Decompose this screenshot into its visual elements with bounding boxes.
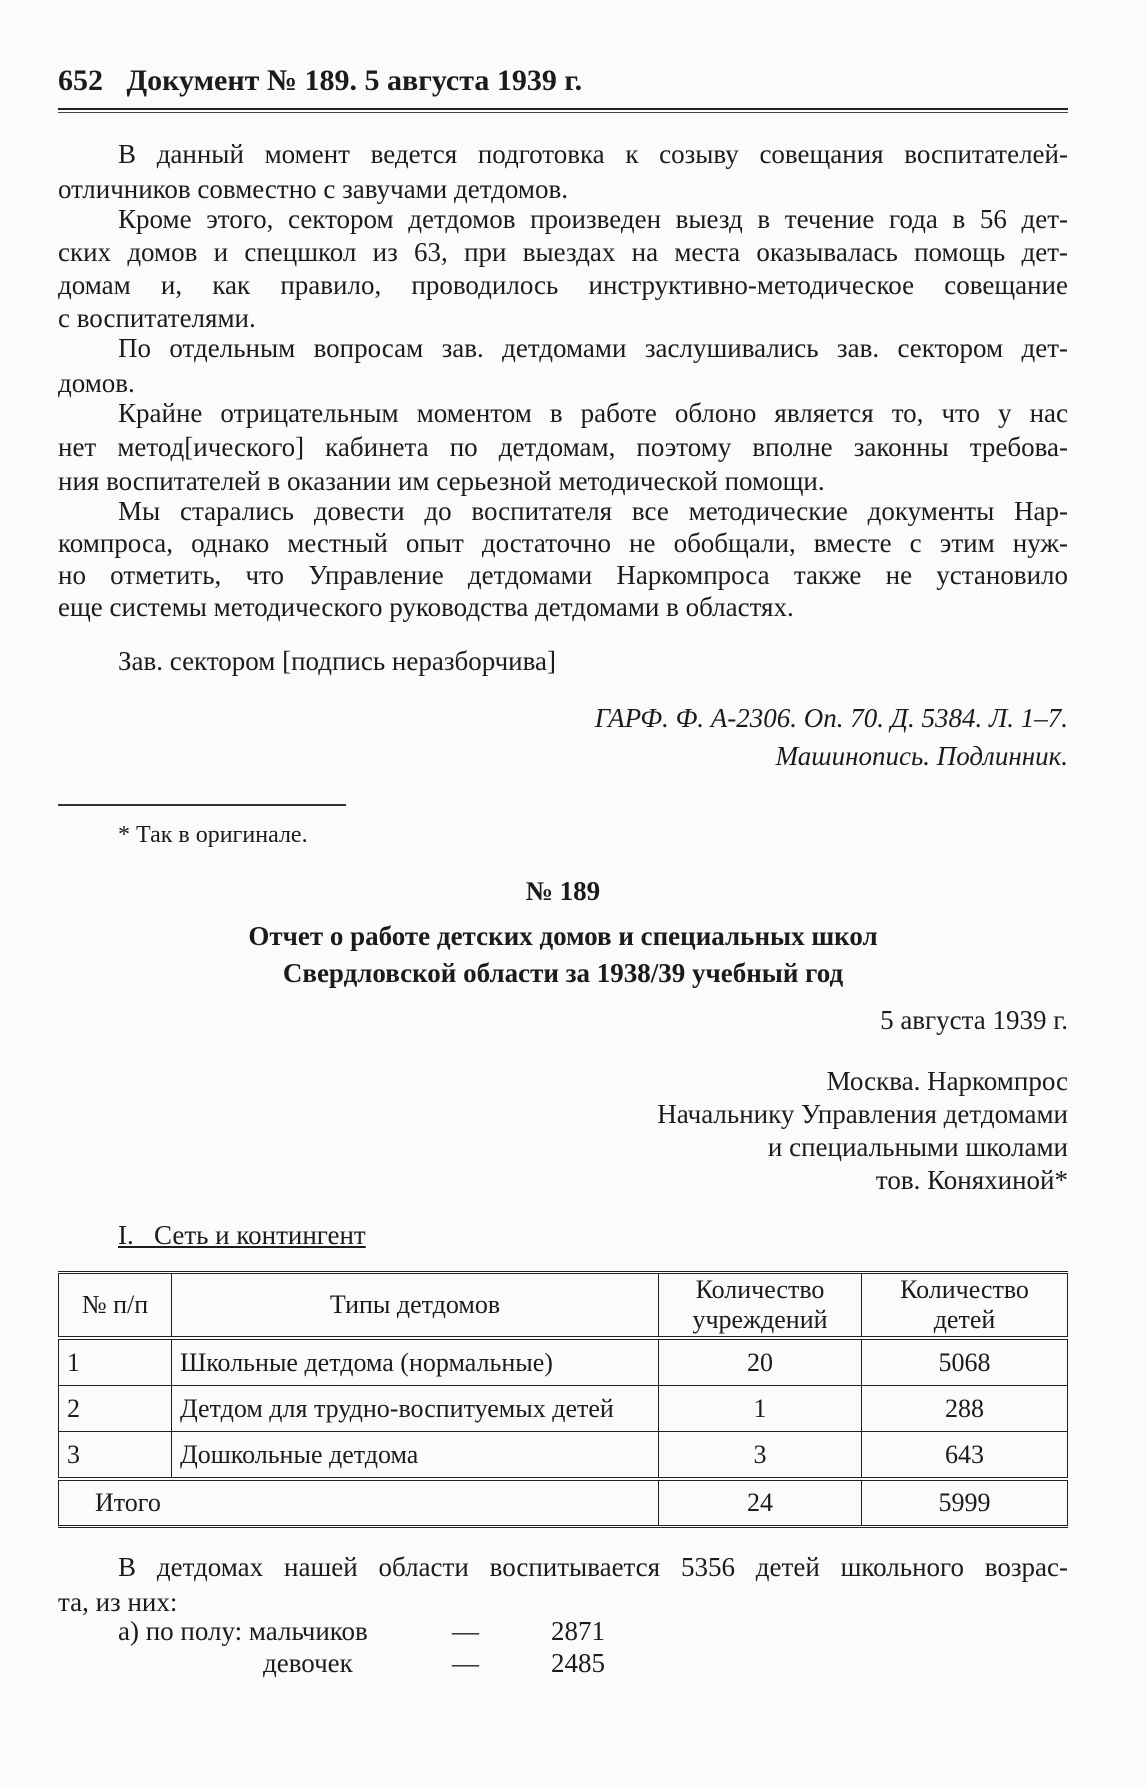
table-total-row: [59, 1479, 1068, 1527]
col-header-number: № п/п: [59, 1273, 172, 1339]
footnote-rule: [58, 804, 346, 806]
col-header-type: Типы детдомов: [172, 1273, 659, 1339]
cell-number: 1: [59, 1338, 172, 1386]
dash: —: [452, 1648, 479, 1678]
col-header-children: Количество детей: [862, 1273, 1068, 1339]
addressee-line: и специальными школами: [767, 1132, 1068, 1162]
archive-note: Машинопись. Подлинник.: [775, 741, 1068, 771]
paragraph: [58, 495, 1068, 623]
paragraph-line: но отметить, что Управление детдомами Наркомпроса также не установило: [58, 560, 1068, 590]
paragraph: [58, 137, 1068, 207]
paragraph-line: с воспитателями.: [58, 303, 256, 333]
cell-children: 643: [862, 1432, 1068, 1480]
document-title-line: Отчет о работе детских домов и специальных школ: [248, 921, 878, 951]
paragraph-line: та, из них:: [58, 1587, 178, 1617]
running-title: Документ № 189. 5 августа 1939 г.: [126, 64, 583, 97]
document-date: 5 августа 1939 г.: [880, 1005, 1068, 1035]
boys-label: мальчиков: [248, 1616, 368, 1646]
running-header: [58, 64, 582, 98]
paragraph-line: Кроме этого, сектором детдомов произведен выезд в течение года в 56 дет-: [118, 204, 1068, 234]
network-table: [58, 1271, 1068, 1528]
girls-count: 2485: [551, 1648, 605, 1678]
cell-children: 5068: [862, 1338, 1068, 1386]
footnote: * Так в оригинале.: [118, 822, 308, 848]
addressee-line: Москва. Наркомпрос: [826, 1066, 1068, 1096]
paragraph-line: отличников совместно с завучами детдомов.: [58, 174, 568, 204]
paragraph-line: По отдельным вопросам зав. детдомами заслушивались зав. сектором дет-: [118, 333, 1068, 363]
dash: —: [452, 1616, 479, 1646]
paragraph-line: нет метод[ического] кабинета по детдомам, поэтому вполне законны требова-: [58, 432, 1068, 462]
cell-number: 2: [59, 1386, 172, 1432]
total-children: 5999: [862, 1479, 1068, 1527]
paragraph-line: домов.: [58, 368, 135, 398]
table-row: [59, 1338, 1068, 1386]
document-number: № 189: [525, 876, 601, 906]
cell-institutions: 3: [659, 1432, 862, 1480]
document-title: [58, 918, 1068, 992]
cell-institutions: 1: [659, 1386, 862, 1432]
paragraph: [58, 331, 1068, 401]
addressee-line: тов. Коняхиной*: [875, 1165, 1068, 1195]
archive-reference: ГАРФ. Ф. А-2306. Оп. 70. Д. 5384. Л. 1–7.: [594, 703, 1068, 733]
summary-paragraph: [58, 1550, 1068, 1620]
paragraph: [58, 203, 1068, 335]
header-rule: [58, 108, 1068, 113]
paragraph-line: В данный момент ведется подготовка к созыву совещания воспитателей-: [118, 139, 1068, 169]
document-title-line: Свердловской области за 1938/39 учебный год: [282, 958, 844, 988]
paragraph-line: ских домов и спецшкол из 63, при выездах на места оказывалась помощь дет-: [58, 237, 1068, 267]
gender-prefix: [118, 1616, 368, 1647]
col-header-institutions: Количество учреждений: [659, 1273, 862, 1339]
paragraph-line: ния воспитателей в оказании им серьезной методической помощи.: [58, 466, 825, 496]
section-title: I. Сеть и контингент: [118, 1220, 366, 1250]
total-institutions: 24: [659, 1479, 862, 1527]
paragraph-line: В детдомах нашей области воспитывается 5356 детей школьного возрас-: [118, 1552, 1068, 1582]
cell-number: 3: [59, 1432, 172, 1480]
page-number: 652: [58, 64, 103, 97]
paragraph-line: еще системы методического руководства детдомами в областях.: [58, 592, 794, 622]
total-label: Итого: [59, 1479, 659, 1527]
girls-label: девочек: [263, 1648, 353, 1678]
addressee-line: Начальнику Управления детдомами: [657, 1099, 1068, 1129]
paragraph-line: домам и, как правило, проводилось инструктивно-методическое совещание: [58, 270, 1068, 300]
paragraph-line: компроса, однако местный опыт достаточно не обобщали, вместе с этим нуж-: [58, 528, 1068, 558]
paragraph: [58, 396, 1068, 498]
cell-type: Дошкольные детдома: [172, 1432, 659, 1480]
cell-type: Школьные детдома (нормальные): [172, 1338, 659, 1386]
paragraph-line: Мы старались довести до воспитателя все методические документы Нар-: [118, 496, 1068, 526]
addressee-block: [657, 1065, 1068, 1197]
gender-prefix-label: а) по полу:: [118, 1616, 243, 1646]
table-row: [59, 1432, 1068, 1480]
cell-children: 288: [862, 1386, 1068, 1432]
table-header-row: [59, 1273, 1068, 1339]
boys-count: 2871: [551, 1616, 605, 1646]
paragraph-line: Крайне отрицательным моментом в работе облоно является то, что у нас: [118, 398, 1068, 428]
cell-institutions: 20: [659, 1338, 862, 1386]
cell-type: Детдом для трудно-воспитуемых детей: [172, 1386, 659, 1432]
signature-line: Зав. сектором [подпись неразборчива]: [118, 646, 556, 676]
table-row: [59, 1386, 1068, 1432]
